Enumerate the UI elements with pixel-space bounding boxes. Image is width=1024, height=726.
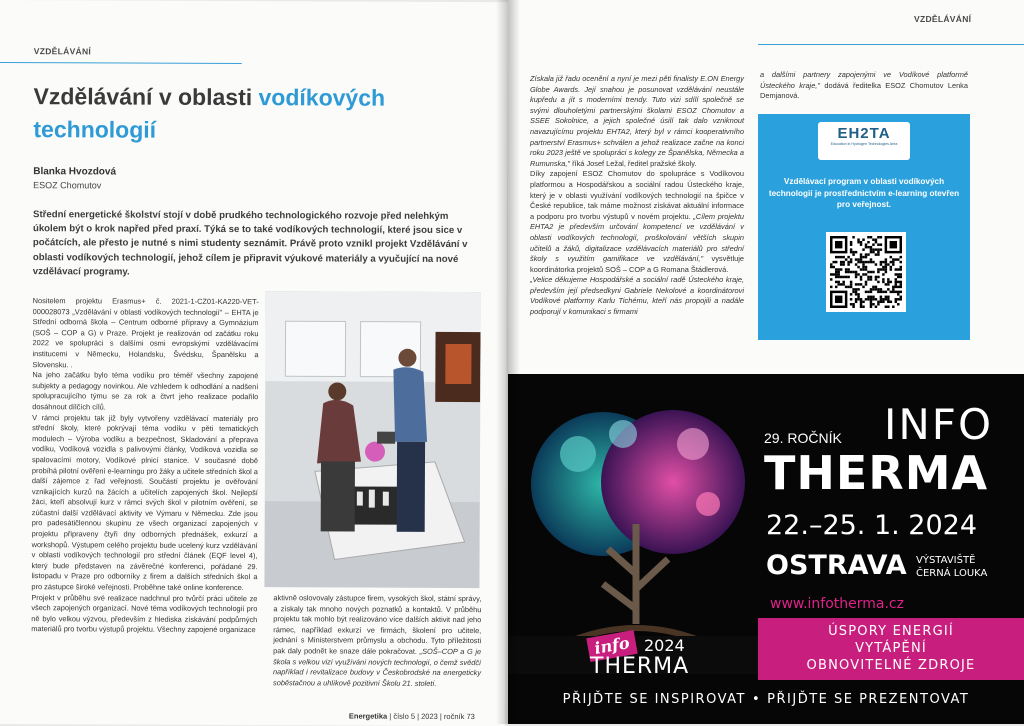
paragraph: Na jeho začátku bylo téma vodíku pro téměř všechny zapojené subjekty a pedagogy novinkou. Ale vzhledem k odhodlání a nadšení spolupracujícího týmu se za rok a čtvrt jeho realizace podařilo dosáhnout dílčích cílů.: [32, 370, 259, 412]
event-website-link[interactable]: www.infotherma.cz: [770, 596, 904, 612]
quote: „Velice děkujeme Hospodářské a sociální radě Ústeckého kraje, především její předsedkyni Gabriele Nekolové a koordinátorovi Vodíkové platformy Karlu Tichému, kteří nás propojili a nadále podporují v komunikaci s firmami: [530, 275, 744, 317]
infotherma-logo: [588, 632, 738, 682]
ad-tagline: [508, 692, 1024, 707]
section-rule: [0, 62, 242, 64]
section-rule: [758, 44, 1024, 45]
body-column-1: [31, 296, 258, 636]
section-label: VZDĚLÁVÁNÍ: [914, 14, 972, 24]
logo-info-badge: info: [586, 630, 637, 662]
tagline-part: PŘIJĎTE SE PREZENTOVAT: [767, 692, 970, 707]
edition-label: 29. ROČNÍK: [764, 430, 842, 446]
body-column-1: [530, 74, 744, 318]
magazine-name: Energetika: [348, 711, 388, 721]
infotherma-advert[interactable]: [508, 374, 1024, 724]
event-venue: [916, 554, 987, 580]
tagline-separator: •: [751, 692, 762, 707]
ad-title-therma: THERMA: [764, 446, 989, 500]
left-page: [0, 0, 508, 726]
body-column-2: [760, 70, 968, 102]
right-page: [508, 0, 1024, 724]
section-label: VZDĚLÁVÁNÍ: [33, 46, 92, 57]
logo-therma: THERMA: [590, 654, 690, 679]
quote: „SOŠ–COP a G je škola s velkou vizí využívání nových technologií, o čemž svědčí například i revitalizace budovy v Českobrodské na energeticky soběstačnou a uhlíkově pozitivní Školu 21. století.: [273, 646, 482, 688]
paragraph: dodává ředitelka ESOZ Chomutov Lenka Demjanová.: [760, 80, 968, 101]
paragraph: V rámci projektu tak již byly vytvořeny vzdělávací materiály pro střední školy, které pokrývají téma vodíku v pěti tematických modulech – Výroba vodíku a bezpečnost, Skladování a přeprava vodíku, Vodíková vozidla s palivovými články, Vodíková vozidla se spalovacími motory, Vodíkové plnicí stanice. V současné době probíhá pilotní ověření e-learningu pro žáky a učitele středních škol a další zájemce z řad veřejnosti. Součástí projektu je ověřování vznikajících kurzů na žácích a učitelích zapojených škol. Nejlepší žáci, kteří absolvují kurz v rámci svých škol v pilotním ověření, se zúčastní další vzdělávací aktivity ve Výmaru v Německu. Zde jsou pro padesátičlennou skupinu ze všech organizací zapojených v projektu připraveny čtyři dny odborných přednášek, exkurzí a workshopů. Výstupem celého projektu bude ucelený kurz vzdělávání v oblasti vodíkových technologií pro střední článek (EQF level 4), který bude představen na závěrečné konferenci, pořádané 29. listopadu v Praze pro odborníky z firem a dalších středních škol a pro zástupce široké veřejnosti. Proběhne také online konference.: [31, 412, 259, 593]
page-footer: [349, 712, 475, 722]
title-highlight: vodíkových: [258, 84, 386, 111]
paragraph: vysvětluje koordinátorka projektů SOŠ – COP a G Romana Štádlerová.: [530, 254, 744, 274]
article-photo: [264, 291, 480, 588]
topic-line: OBNOVITELNÉ ZDROJE: [806, 658, 976, 673]
quote: „Cílem projektu EHTA2 je především určování kompetencí ve vzdělávání v oblasti vodíkových technologií, proškolování větších skupin učitelů a žáků, digitalizace vzdělávacích materiálů pro střední školy s využitím gamifikace ve vzdělávání,": [530, 211, 744, 264]
paragraph: Nositelem projektu Erasmus+ č. 2021-1-CZ01-KA220-VET-000028073 „Vzdělávání v oblasti vodíkových technologií" – EHTA je Střední odborná škola – Centrum odborné přípravy a Gymnázium (SOŠ – COP a G) v Praze. Projekt je realizován od začátku roku 2022 ve spolupráci s dalšími osmi evropskými vzdělávacími institucemi v Německu, Holandsku, Švédsku, Španělsku a Slovensku. .: [32, 296, 259, 369]
page-gutter: [496, 0, 520, 724]
qr-code-icon: [830, 236, 902, 308]
title-highlight-2: technologií: [33, 116, 157, 143]
tagline-part: PŘIJĎTE SE INSPIROVAT: [562, 692, 746, 707]
promo-text: Vzdělávací program v oblasti vodíkových technologií je prostřednictvím e-learning otevřen pro veřejnost.: [768, 177, 960, 209]
article-lead: Střední energetické školství stojí v době prudkého technologického rozvoje před nelehkým úkolem být o krok napřed před praxí. Týká se to také vodíkových technologií, které jsou sice v počátcích, ale přesto je nutné s nimi studenty seznámit. Právě proto vznikl projekt Vzdělávání v oblasti vodíkových technologií, jehož cílem je připravit výukové materiály a vyučující na nové vzdělávací programy.: [32, 209, 468, 278]
logo-text: EH2TA: [837, 125, 891, 142]
event-dates: 22.–25. 1. 2024: [766, 510, 978, 541]
ad-title-info: INFO: [884, 400, 994, 449]
ad-topics-box: [758, 618, 1024, 680]
qr-code[interactable]: [826, 232, 906, 312]
topic-line: VYTÁPĚNÍ: [855, 641, 927, 656]
venue-line: VÝSTAVIŠTĚ: [916, 555, 976, 566]
title-text: Vzdělávání v oblasti: [33, 83, 259, 111]
author-name: Blanka Hvozdová: [33, 166, 117, 178]
paragraph: Projekt v průběhu své realizace nadchnul pro tvůrčí práci učitele ze všech zapojených organizací. Nové téma vodíkových technologií pro ně bylo velkou výzvou, především z hlediska získávání podpůrných materiálů pro tvorbu výstupů projektu. Všechny zapojené organizace: [31, 592, 258, 635]
classroom-photo-illustration: [264, 291, 480, 588]
paragraph: říká Josef Ležal, ředitel pražské školy.: [570, 158, 697, 168]
event-city: OSTRAVA: [766, 550, 907, 581]
author-affiliation: ESOZ Chomutov: [33, 180, 102, 191]
paragraph: aktivně oslovovaly zástupce firem, vysokých škol, státní správy, a získaly tak mnoho nových poznatků a kontaktů. V průběhu projektu tak mohlo být realizováno více dalších aktivit nad jeho rámec, například exkurzí ve firmách, školení pro učitele, jednání s Ministerstvem průmyslu a obchodu. Tyto příležitosti pak daly podnět ke snaze dále pokračovat.: [273, 593, 482, 656]
eh2ta-promo-box: [758, 114, 970, 340]
quote: Získala již řadu ocenění a nyní je mezi pěti finalisty E.ON Energy Globe Awards. Její snahou je posunovat vzdělávání neustále kupředu a jít s moderními trendy. Tuto vizi sdílí společně se svými dlouholetými partnerskými školami ESOZ Chomutov a SSEE Sokolnice, a jejich společné úsilí tak dalo vzniknout navazujícímu projektu EHTA2, který byl v rámci kooperativního partnerství Erasmus+ schválen a jehož realizace začne na konci roku 2023 ještě ve spolupráci s kolegy ze Španělska, Německa a Rumunska,": [530, 74, 744, 168]
logo-year: 2024: [644, 636, 685, 655]
venue-line: ČERNÁ LOUKA: [916, 568, 988, 579]
body-column-2: [273, 593, 481, 689]
topic-line: ÚSPORY ENERGIÍ: [828, 624, 954, 639]
paragraph: Díky zapojení ESOZ Chomutov do spolupráce s Vodíkovou platformou a Hospodářskou a sociální radou Ústeckého kraje, který je v oblasti využívání vodíkových technologií na špičce v České republice, tak máme možnost získávat aktuální informace a podporu pro tvorbu výstupů v novém projektu.: [530, 169, 744, 221]
logo-subtext: Education in Hydrogen Technologies Area: [830, 142, 898, 146]
issue-info: | číslo 5 | 2023 | ročník 73: [387, 711, 475, 722]
eh2ta-logo: [818, 122, 910, 160]
quote: a dalšími partnery zapojenými ve Vodíkové platformě Ústeckého kraje,": [760, 70, 968, 90]
article-title: [33, 80, 463, 148]
